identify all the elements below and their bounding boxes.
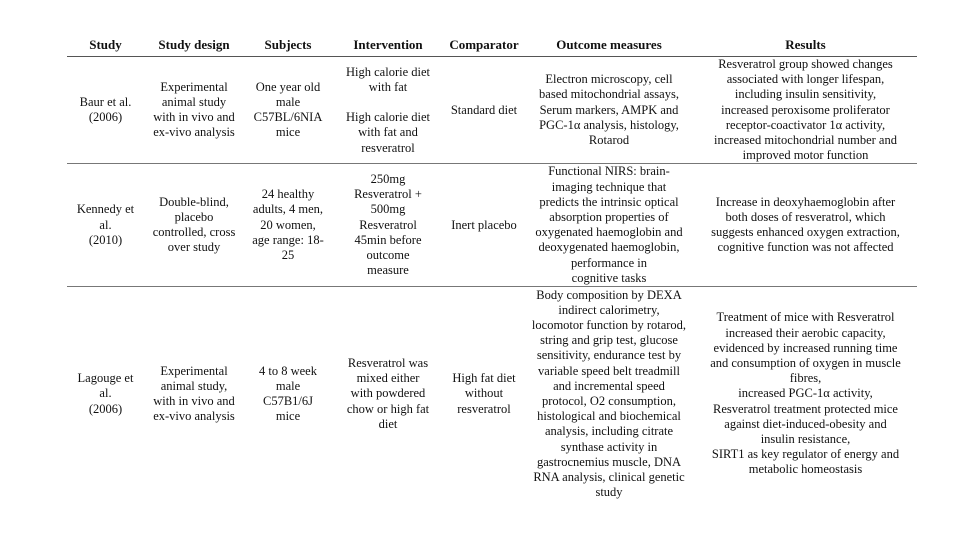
cell-line: One year old [255,79,321,94]
cell-line: study [595,485,623,500]
cell-results [694,287,917,502]
cell-line: Resveratrol + [354,187,422,202]
cell-line: oxygenated haemoglobin and [535,225,683,240]
cell-line: C57BL/6NIA [253,110,323,125]
table-row [67,57,917,164]
header-study-design: Study design [144,34,244,57]
cell-line: and incremental speed [553,378,665,393]
cell-line: outcome [366,248,410,263]
cell-line: High calorie diet [346,64,430,79]
cell-line: receptor-coactivator 1α activity, [725,117,886,132]
cell-line: Inert placebo [451,217,517,232]
cell-line: increased PGC-1α activity, [738,386,873,401]
cell-outcomes [524,57,694,164]
cell-line: cognitive tasks [571,270,647,285]
cell-line: RNA analysis, clinical genetic [533,470,685,485]
cell-line: string and grip test, glucose [540,333,678,348]
cell-study [67,57,144,164]
cell-line: 250mg [370,172,406,187]
cell-line: protocol, O2 consumption, [541,394,676,409]
cell-intervention [332,287,444,502]
cell-subjects [244,164,332,287]
cell-line: age range: 18- [252,232,324,247]
cell-design [144,164,244,287]
cell-line: Serum markers, AMPK and [539,102,679,117]
cell-line: High fat diet [452,371,516,386]
cell-comparator [444,164,524,287]
cell-line: 24 healthy [261,187,315,202]
cell-comparator [444,57,524,164]
cell-results [694,57,917,164]
cell-comparator [444,287,524,502]
cell-line: Body composition by DEXA [536,287,682,302]
cell-line: Resveratrol was [347,356,429,371]
header-intervention: Intervention [332,34,444,57]
cell-line: PGC-1α analysis, histology, [539,117,679,132]
cell-line: Experimental [160,363,228,378]
cell-line: Resveratrol group showed changes [718,57,893,71]
cell-line: (2006) [88,110,123,125]
cell-line: animal study [161,95,227,109]
cell-line: 500mg [370,202,406,217]
cell-design [144,287,244,502]
table-row [67,164,917,287]
cell-line: including insulin sensitivity, [734,87,877,102]
cell-line: over study [167,240,221,255]
header-subjects: Subjects [244,34,332,57]
cell-line: against diet-induced-obesity and [724,416,887,431]
cell-line: resveratrol [361,140,415,155]
cell-line: placebo [174,210,214,225]
header-row [67,34,917,57]
cell-line: Functional NIRS: brain- [548,164,670,179]
cell-line: variable speed belt treadmill [538,363,680,378]
cell-line: imaging technique that [551,179,667,194]
cell-line: suggests enhanced oxygen extraction, [711,225,900,240]
header-study: Study [67,34,144,57]
cell-line: Increase in deoxyhaemoglobin after [715,194,896,209]
cell-line: associated with longer lifespan, [726,72,885,87]
cell-line: mice [275,409,301,424]
header-outcome-measures: Outcome measures [524,34,694,57]
cell-line: evidenced by increased running time [713,340,898,355]
cell-line: 45min before [354,232,422,247]
cell-line: sensitivity, endurance test by [536,348,682,363]
cell-line: with fat [368,79,408,94]
cell-line: improved motor function [742,148,869,163]
cell-line: chow or high fat [346,401,430,416]
cell-line: Treatment of mice with Resveratrol [716,310,895,325]
cell-line: locomotor function by rotarod, [531,318,687,333]
cell-line: SIRT1 as key regulator of energy and [711,447,900,462]
cell-line: Standard diet [450,102,518,117]
cell-outcomes [524,287,694,502]
cell-line: Lagouge et al. [77,371,134,401]
cell-line: synthase activity in [560,439,658,454]
cell-line: animal study, [160,378,228,393]
cell-line: resveratrol [457,401,511,416]
header-results: Results [694,34,917,57]
cell-line: based mitochondrial assays, [539,87,679,102]
cell-line: with in vivo and [153,394,235,409]
cell-line: fibres, [789,371,822,386]
cell-line: increased mitochondrial number and [714,133,897,148]
cell-line: Experimental [160,79,228,94]
cell-line: with fat and [358,125,418,140]
cell-line: 4 to 8 week [259,363,317,378]
cell-line: (2006) [88,401,123,416]
cell-line: ex-vivo analysis [153,409,235,424]
cell-line: Rotarod [588,133,630,148]
cell-line: cognitive function was not affected [717,240,894,255]
cell-line: both doses of resveratrol, which [725,210,886,225]
cell-line: predicts the intrinsic optical [539,194,679,209]
cell-line: and consumption of oxygen in muscle [710,356,901,371]
studies-table [67,34,917,501]
cell-line: controlled, cross [152,225,236,240]
cell-line: with in vivo and [153,110,235,125]
cell-study [67,287,144,502]
cell-line: insulin resistance, [760,432,851,447]
cell-line: High calorie diet [346,110,430,125]
cell-line: metabolic homeostasis [748,462,863,477]
cell-line: gastrocnemius muscle, DNA [536,454,682,469]
cell-line: increased peroxisome proliferator [721,102,890,117]
cell-line: Electron microscopy, cell [545,72,673,87]
cell-line: Resveratrol treatment protected mice [713,401,898,416]
cell-line: male [275,378,301,393]
cell-subjects [244,57,332,164]
cell-intervention [332,164,444,287]
cell-outcomes [524,164,694,287]
cell-line: measure [367,263,409,278]
cell-line: Double-blind, [159,194,229,209]
cell-line: diet [378,416,398,431]
cell-line: absorption properties of [549,210,669,225]
cell-line: Resveratrol [359,217,417,232]
cell-line: with powdered [350,386,426,401]
cell-line: 20 women, [260,217,316,232]
cell-line: C57B1/6J [262,394,313,409]
table-row [67,287,917,502]
cell-line: analysis, including citrate [544,424,674,439]
cell-line: deoxygenated haemoglobin, [538,240,680,255]
cell-subjects [244,287,332,502]
cell-line: (2010) [88,232,123,247]
cell-line: performance in [570,255,647,270]
cell-line: adults, 4 men, [252,202,324,217]
cell-line: without [464,386,504,401]
cell-line: 25 [281,248,295,263]
cell-line: indirect calorimetry, [558,302,660,317]
cell-intervention [332,57,444,164]
cell-line: mixed either [356,371,420,386]
cell-study [67,164,144,287]
cell-line: male [275,95,301,109]
cell-line: histological and biochemical [537,409,681,424]
cell-design [144,57,244,164]
cell-line: increased their aerobic capacity, [725,325,886,340]
header-comparator: Comparator [444,34,524,57]
cell-line [335,95,441,110]
cell-line: Baur et al. [79,95,132,109]
cell-line: mice [275,125,301,140]
cell-line: ex-vivo analysis [153,125,235,140]
cell-results [694,164,917,287]
cell-line: Kennedy et al. [76,202,135,232]
